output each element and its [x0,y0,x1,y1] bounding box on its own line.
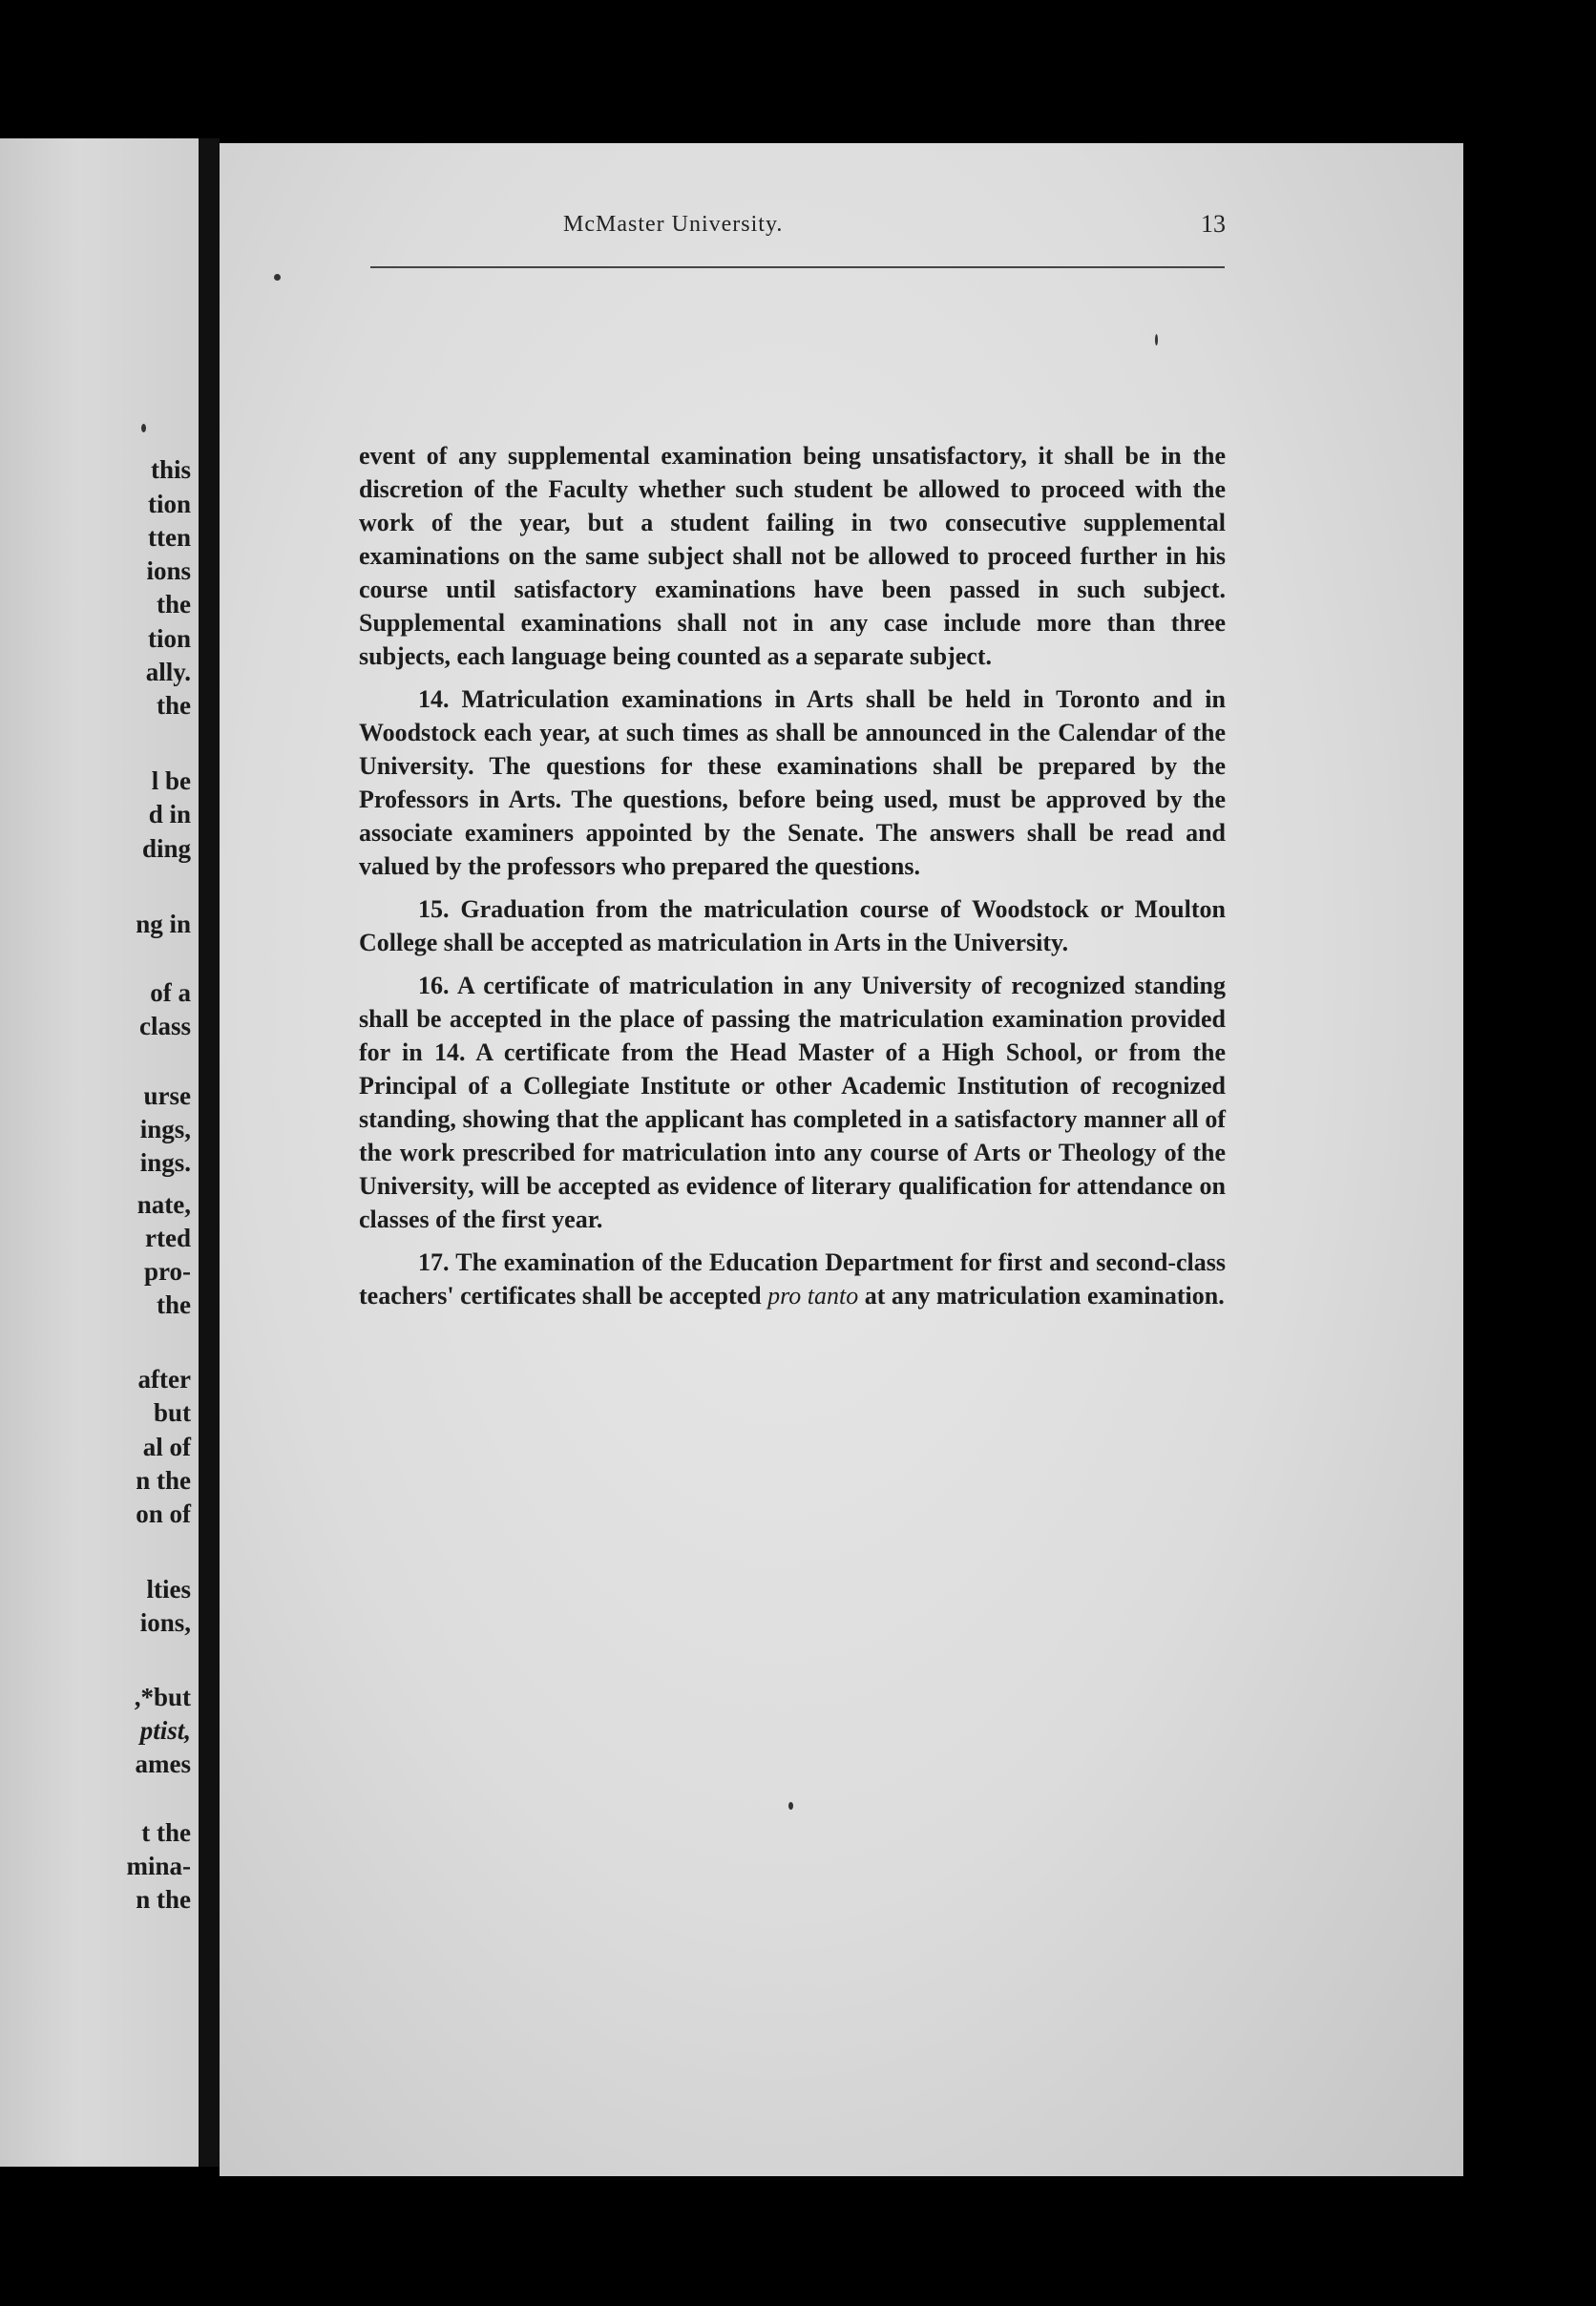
facing-page-fragment: class [139,1012,191,1040]
facing-page-fragment: ,*but [134,1683,191,1711]
paragraph-14: 14. Matriculation examinations in Arts shall be held in Toronto and in Woodstock each year, at such times as shall be announced in the Calendar of the University. The questions for these examinations shall be prepared by the Professors in Arts. The questions, before being used, must be approved by the associate examiners appointed by the Senate. The answers shall be read and valued by the professors who prepared the questions. [359,685,1226,880]
paragraph-17 [359,1246,1226,1312]
facing-page-fragment: l be [151,766,191,795]
facing-page-fragment: mina- [126,1852,191,1880]
page-body [359,439,1226,1322]
ink-speck [1155,334,1158,346]
facing-page-fragment: nate, [136,1190,191,1219]
facing-page-fragment: ions, [139,1608,191,1637]
paragraph-17-text-after: at any matriculation examination. [858,1282,1225,1310]
paragraph-15: 15. Graduation from the matriculation course of Woodstock or Moulton College shall be accepted as matriculation in Arts in the University. [359,895,1226,956]
ink-speck [788,1802,793,1810]
facing-page-fragment: d in [148,800,191,828]
facing-page-fragment: urse [143,1081,191,1110]
facing-page-fragment: n the [136,1885,191,1914]
facing-page-edge [0,138,199,2167]
facing-page-fragment: ames [135,1750,191,1778]
facing-page-fragment: al of [142,1433,191,1461]
facing-page-fragment: n the [136,1466,191,1495]
running-header [143,212,1231,250]
paragraph-17-italic: pro tanto [767,1282,859,1310]
facing-page-fragment: ally. [145,658,191,686]
facing-page-fragment: after [137,1365,191,1394]
paragraph-continuation: event of any supplemental examination being unsatisfactory, it shall be in the discretion of the Faculty whether such student be allowed to proceed with the work of the year, but a student failing in two consecutive supplemental examinations on the same subject shall not be allowed to proceed further in his course until satisfactory examinations have been passed in such subject. Supplemental examinations shall not in any case include more than three subjects, each language being counted as a separate subject. [359,442,1226,670]
paragraph-17-text-before: 17. The examination of the Education Department for first and second-class teachers' certificates shall be accepted [359,1248,1226,1310]
facing-page-fragment: the [157,691,191,720]
facing-page-fragment: ptist, [139,1716,191,1745]
facing-page-fragment: ions [146,556,191,585]
facing-page-fragment: tion [147,624,191,653]
facing-page-fragment: ng in [136,910,191,938]
paragraph-16: 16. A certificate of matriculation in any University of recognized standing shall be accepted in the place of passing the matriculation examination provided for in 14. A certificate from the Head Master of a High School, or from the Principal of a Collegiate Institute or other Academic Institution of recognized standing, showing that the applicant has completed in a satisfactory manner all of the work prescribed for matriculation into any course of Arts or Theology of the University, will be accepted as evidence of literary qualification for attendance on classes of the first year. [359,972,1226,1233]
facing-page-fragment: ding [141,834,191,863]
facing-page-fragment: rted [145,1224,191,1252]
facing-page-fragment: ings, [139,1115,191,1143]
facing-page-fragment: t the [141,1818,191,1847]
facing-page-fragment: this [150,455,191,484]
facing-page-fragment: but [153,1398,191,1427]
header-rule [370,266,1225,268]
facing-page-fragment: on of [136,1499,191,1528]
ink-speck [141,424,146,432]
facing-page-fragment: tten [148,523,191,552]
facing-page-fragment: pro- [143,1257,191,1286]
facing-page-fragment: the [157,1290,191,1319]
facing-page-fragment: of a [150,978,191,1007]
facing-page-fragment: ings. [139,1148,191,1177]
facing-page-fragment: the [157,590,191,618]
ink-speck [274,274,281,281]
facing-page-fragment: lties [146,1575,191,1604]
running-title: McMaster University. [563,212,784,237]
page-number: 13 [1201,210,1226,238]
facing-page-fragment: tion [147,490,191,518]
book-gutter [199,138,220,2167]
